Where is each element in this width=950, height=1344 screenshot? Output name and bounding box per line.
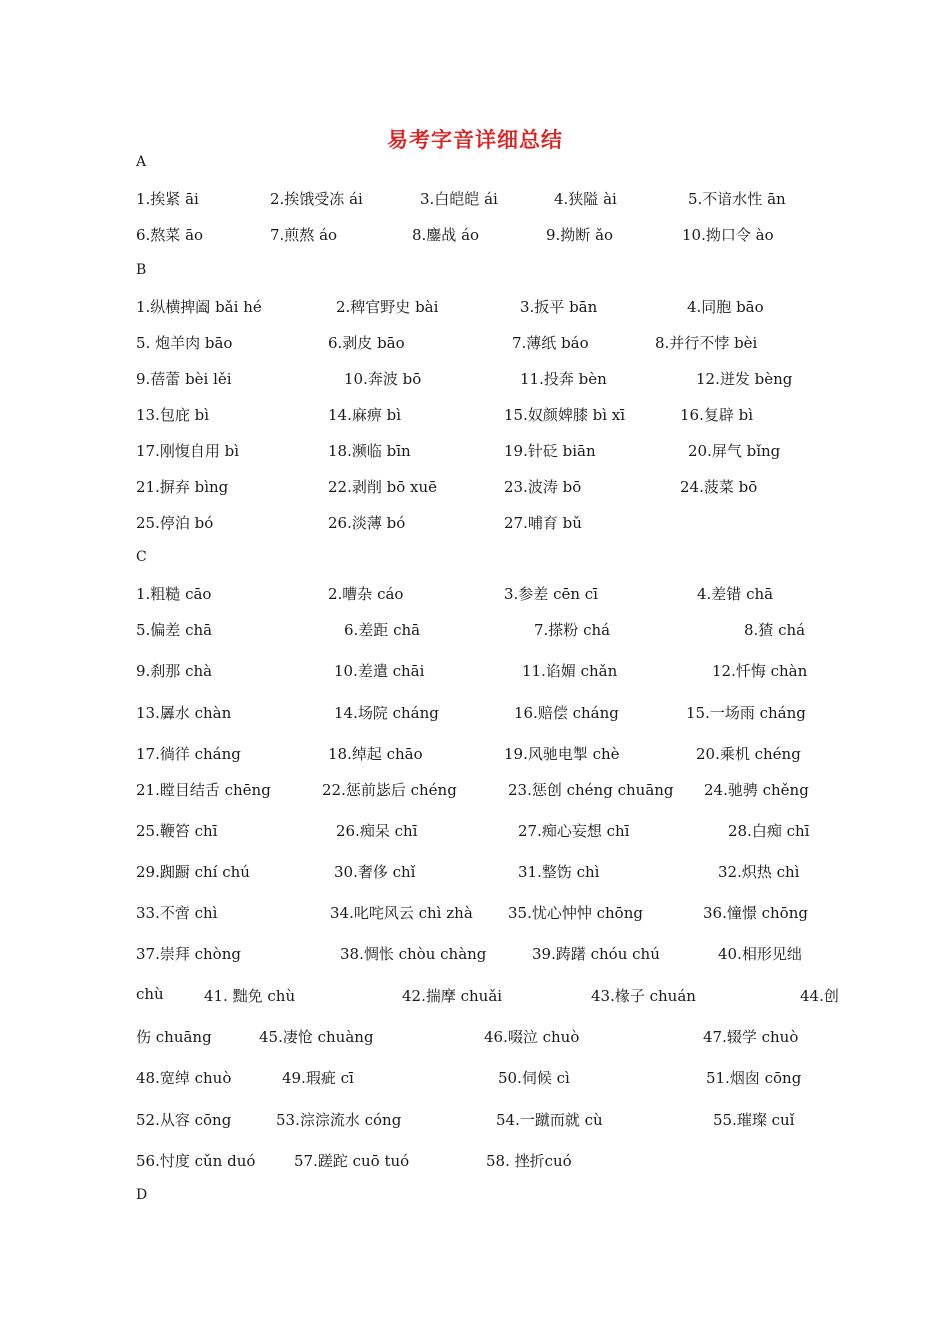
section-letter: C [136, 549, 147, 565]
word-entry: 54.一蹴而就 cù [496, 1111, 603, 1129]
word-entry: 49.瑕疵 cī [282, 1069, 354, 1087]
word-entry: 29.踟蹰 chí chú [136, 863, 250, 881]
word-entry: 19.风驰电掣 chè [504, 745, 620, 763]
word-entry: 27.哺育 bǔ [504, 514, 582, 532]
word-entry: 22.惩前毖后 chéng [322, 781, 457, 799]
word-entry: 11.谄媚 chǎn [522, 662, 618, 680]
word-entry: 23.惩创 chéng chuāng [508, 781, 674, 799]
word-entry: 30.奢侈 chǐ [334, 863, 416, 881]
word-entry: 8.猹 chá [744, 621, 806, 639]
word-entry: 20.乘机 chéng [696, 745, 801, 763]
word-entry: 1.粗糙 cāo [136, 585, 212, 603]
word-entry: 3.白皑皑 ái [420, 190, 498, 208]
word-entry: 35.忧心忡忡 chōng [508, 904, 643, 922]
word-entry: 14.麻痹 bì [328, 406, 402, 424]
word-entry: chù [136, 985, 164, 1003]
word-entry: 34.叱咤风云 chì zhà [330, 904, 473, 922]
word-entry: 1.纵横捭阖 bǎi hé [136, 298, 262, 316]
word-entry: 56.忖度 cǔn duó [136, 1152, 256, 1170]
word-entry: 53.淙淙流水 cóng [276, 1111, 402, 1129]
word-entry: 18.绰起 chāo [328, 745, 423, 763]
entry-row [136, 943, 826, 967]
word-entry: 19.针砭 biān [504, 442, 596, 460]
word-entry: 37.崇拜 chòng [136, 945, 241, 963]
entry-row [136, 1067, 826, 1091]
word-entry: 16.复辟 bì [680, 406, 754, 424]
word-entry: 10.拗口令 ào [682, 226, 774, 244]
word-entry: 4.狭隘 ài [554, 190, 617, 208]
word-entry: 41. 黜免 chù [204, 987, 296, 1005]
word-entry: 伤 chuāng [136, 1028, 212, 1046]
word-entry: 2.嘈杂 cáo [328, 585, 404, 603]
word-entry: 11.投奔 bèn [520, 370, 607, 388]
word-entry: 42.揣摩 chuǎi [402, 987, 503, 1005]
entry-row [136, 985, 839, 1009]
word-entry: 17.刚愎自用 bì [136, 442, 240, 460]
word-entry: 27.痴心妄想 chī [518, 822, 630, 840]
word-entry: 3.扳平 bān [520, 298, 598, 316]
word-entry: 7.薄纸 báo [512, 334, 589, 352]
word-entry: 23.波涛 bō [504, 478, 582, 496]
word-entry: 32.炽热 chì [718, 863, 800, 881]
word-entry: 51.烟囱 cōng [706, 1069, 802, 1087]
entry-row [136, 332, 826, 356]
word-entry: 14.场院 cháng [334, 704, 439, 722]
word-entry: 48.宽绰 chuò [136, 1069, 232, 1087]
word-entry: 25.停泊 bó [136, 514, 214, 532]
entry-row [136, 660, 826, 684]
entry-row [136, 902, 826, 926]
entry-row [136, 619, 826, 643]
entry-row [136, 440, 826, 464]
word-entry: 6.剥皮 bāo [328, 334, 405, 352]
word-entry: 20.屏气 bǐng [688, 442, 781, 460]
word-entry: 4.同胞 bāo [687, 298, 764, 316]
word-entry: 47.辍学 chuò [703, 1028, 799, 1046]
entry-row [136, 368, 826, 392]
word-entry: 5.偏差 chā [136, 621, 213, 639]
word-entry: 9.刹那 chà [136, 662, 213, 680]
word-entry: 43.椽子 chuán [591, 987, 696, 1005]
word-entry: 25.鞭笞 chī [136, 822, 218, 840]
entry-row [136, 743, 826, 767]
word-entry: 57.蹉跎 cuō tuó [294, 1152, 410, 1170]
word-entry: 18.濒临 bīn [328, 442, 411, 460]
word-entry: 12.忏悔 chàn [712, 662, 808, 680]
entry-row [136, 404, 826, 428]
entry-row [136, 820, 826, 844]
word-entry: 55.璀璨 cuǐ [713, 1111, 795, 1129]
section-letter: A [136, 154, 147, 170]
word-entry: 2.稗官野史 bài [336, 298, 439, 316]
entry-row [136, 188, 826, 212]
section-letter: B [136, 262, 147, 278]
entry-row [136, 583, 826, 607]
word-entry: 10.奔波 bō [344, 370, 422, 388]
word-entry: 24.驰骋 chěng [704, 781, 809, 799]
word-entry: 6.差距 chā [344, 621, 421, 639]
word-entry: 33.不啻 chì [136, 904, 218, 922]
word-entry: 7.煎熬 áo [270, 226, 338, 244]
word-entry: 45.凄怆 chuàng [259, 1028, 374, 1046]
entry-row [136, 512, 826, 536]
word-entry: 21.瞠目结舌 chēng [136, 781, 271, 799]
word-entry: 26.淡薄 bó [328, 514, 406, 532]
word-entry: 1.挨紧 āi [136, 190, 199, 208]
word-entry: 9.拗断 ǎo [546, 226, 614, 244]
word-entry: 10.差遣 chāi [334, 662, 425, 680]
word-entry: 40.相形见绌 [718, 945, 802, 963]
entry-row [136, 296, 826, 320]
word-entry: 52.从容 cōng [136, 1111, 232, 1129]
word-entry: 13.羼水 chàn [136, 704, 232, 722]
word-entry: 50.伺候 cì [498, 1069, 570, 1087]
word-entry: 44.创 [800, 987, 839, 1005]
word-entry: 28.白痴 chī [728, 822, 810, 840]
word-entry: 17.徜徉 cháng [136, 745, 241, 763]
entry-row [136, 224, 826, 248]
word-entry: 13.包庇 bì [136, 406, 210, 424]
word-entry: 5. 炮羊肉 bāo [136, 334, 233, 352]
entry-row [136, 1026, 826, 1050]
word-entry: 15.奴颜婢膝 bì xī [504, 406, 626, 424]
word-entry: 24.菠菜 bō [680, 478, 758, 496]
word-entry: 22.剥削 bō xuē [328, 478, 438, 496]
word-entry: 5.不谙水性 ān [688, 190, 786, 208]
word-entry: 2.挨饿受冻 ái [270, 190, 363, 208]
page-title: 易考字音详细总结 [387, 127, 563, 152]
entry-row [136, 702, 826, 726]
word-entry: 58. 挫折cuó [486, 1152, 572, 1170]
word-entry: 6.熬菜 āo [136, 226, 204, 244]
word-entry: 16.赔偿 cháng [514, 704, 619, 722]
word-entry: 21.摒弃 bìng [136, 478, 229, 496]
entry-row [136, 476, 826, 500]
word-entry: 8.并行不悖 bèi [655, 334, 758, 352]
word-entry: 46.啜泣 chuò [484, 1028, 580, 1046]
word-entry: 36.憧憬 chōng [703, 904, 808, 922]
word-entry: 15.一场雨 cháng [686, 704, 806, 722]
word-entry: 4.差错 chā [697, 585, 774, 603]
word-entry: 8.鏖战 áo [412, 226, 480, 244]
word-entry: 12.迸发 bèng [696, 370, 793, 388]
word-entry: 26.痴呆 chī [336, 822, 418, 840]
entry-row [136, 1109, 826, 1133]
entry-row [136, 1150, 826, 1174]
entry-row [136, 779, 826, 803]
word-entry: 31.整饬 chì [518, 863, 600, 881]
word-entry: 3.参差 cēn cī [504, 585, 598, 603]
section-letter: D [136, 1187, 148, 1203]
word-entry: 38.惆怅 chòu chàng [340, 945, 487, 963]
word-entry: 7.搽粉 chá [534, 621, 611, 639]
word-entry: 39.踌躇 chóu chú [532, 945, 660, 963]
entry-row [136, 861, 826, 885]
word-entry: 9.蓓蕾 bèi lěi [136, 370, 232, 388]
